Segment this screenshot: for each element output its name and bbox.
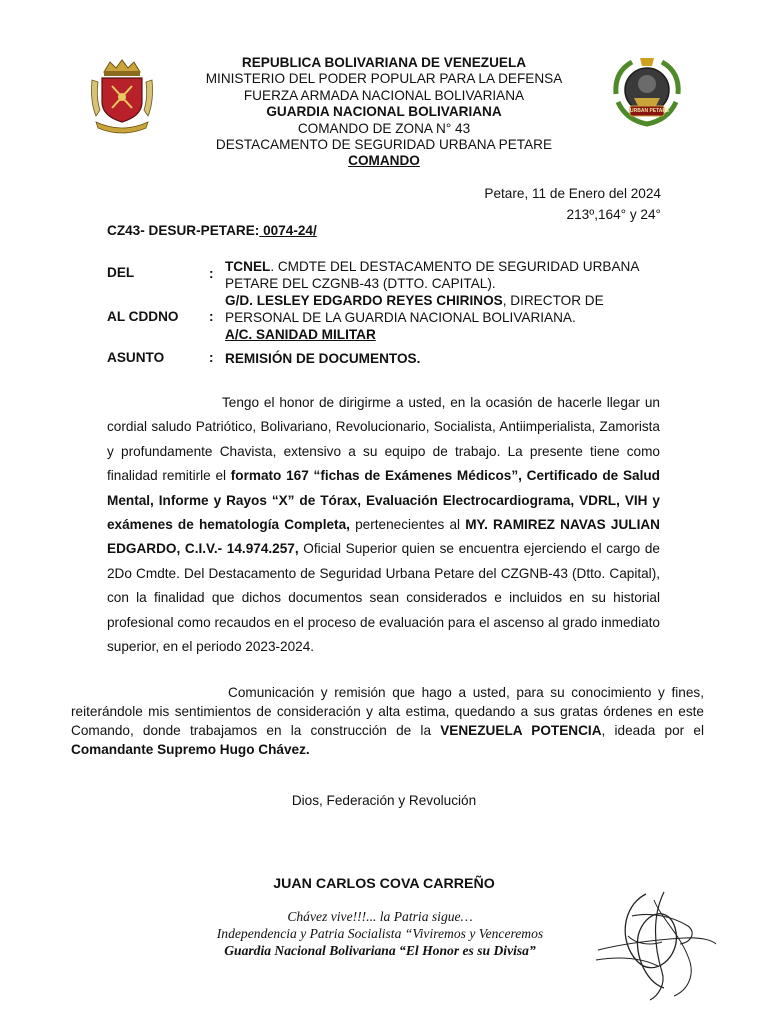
signer-name: JUAN CARLOS COVA CARREÑO bbox=[273, 876, 495, 892]
header-republic: REPUBLICA BOLIVARIANA DE VENEZUELA bbox=[241, 55, 527, 70]
insignia-ribbon-text: URBAN PETARE bbox=[630, 108, 670, 114]
header-zone-command: COMANDO DE ZONA N° 43 bbox=[297, 121, 471, 136]
del-colon: : bbox=[209, 266, 214, 281]
header-guard: GUARDIA NACIONAL BOLIVARIANA bbox=[266, 104, 502, 119]
asunto-label: ASUNTO bbox=[107, 350, 165, 365]
body-paragraph-1: Tengo el honor de dirigirme a usted, en la ocasión de hacerle llegar un cordial saludo Patriótico, Bolivariano, Revolucionario, Socialista, Antiimperialista, Zamorista y profundamente Chavista, extensivo a su equipo de trabajo. La presente tiene como finalidad remitirle el formato 167 “fichas de Exámenes Médicos”, Certificado de Salud Mental, Informe y Rayos “X” de Tórax, Evaluación Electrocardiograma, VDRL, VIH y exámenes de hematología Completa, pertenecientes al MY. RAMIREZ NAVAS JULIAN EDGARDO, C.I.V.- 14.974.257, Oficial Superior quien se encuentra ejerciendo el cargo de 2Do Cmdte. Del Destacamento de Seguridad Urbana Petare del CZGNB-43 (Dtto. Capital), con la finalidad que dichos documentos sean considerados e incluidos en su historial profesional como recaudos en el proceso de evaluación para el ascenso al grado inmediato superior, en el periodo 2023-2024. bbox=[107, 395, 660, 655]
signature-scribble bbox=[592, 886, 722, 1004]
body-paragraph-2: Comunicación y remisión que hago a usted, para su conocimiento y fines, reiterándole mis sentimientos de consideración y alta estima, quedando a sus gratas órdenes en este Comando, donde trabajamos en la construcción de la VENEZUELA POTENCIA, ideada por el Comandante Supremo Hugo Chávez. bbox=[71, 685, 704, 757]
place-date: Petare, 11 de Enero del 2024 bbox=[484, 186, 661, 201]
del-text: TCNEL. CMDTE DEL DESTACAMENTO DE SEGURIDAD URBANA PETARE DEL CZGNB-43 (DTTO. CAPITAL). bbox=[225, 259, 639, 291]
asunto-colon: : bbox=[209, 350, 214, 365]
reference-code: CZ43- DESUR-PETARE: 0074-24/ bbox=[107, 223, 317, 238]
al-colon: : bbox=[209, 309, 214, 324]
motto-line-2: Independencia y Patria Socialista “Viviremos y Venceremos bbox=[216, 926, 544, 941]
header-ministry: MINISTERIO DEL PODER POPULAR PARA LA DEFENSA bbox=[205, 71, 563, 86]
header-armed-forces: FUERZA ARMADA NACIONAL BOLIVARIANA bbox=[243, 88, 525, 103]
del-label: DEL bbox=[107, 265, 135, 280]
motto-line-3: Guardia Nacional Bolivariana “El Honor es su Divisa” bbox=[224, 943, 536, 958]
motto-line-1: Chávez vive!!!... la Patria sigue… bbox=[287, 909, 473, 924]
salutation: Dios, Federación y Revolución bbox=[291, 793, 477, 808]
al-label: AL CDDNO bbox=[107, 309, 179, 324]
anniversary-years: 213º,164° y 24° bbox=[566, 207, 661, 222]
header-detachment: DESTACAMENTO DE SEGURIDAD URBANA PETARE bbox=[215, 137, 553, 152]
asunto-text: REMISIÓN DE DOCUMENTOS. bbox=[225, 351, 421, 366]
header-command: COMANDO bbox=[348, 153, 420, 168]
al-text: G/D. LESLEY EDGARDO REYES CHIRINOS, DIRECTOR DE PERSONAL DE LA GUARDIA NACIONAL BOLIVARIANA. A/C. SANIDAD MILITAR bbox=[225, 293, 604, 342]
